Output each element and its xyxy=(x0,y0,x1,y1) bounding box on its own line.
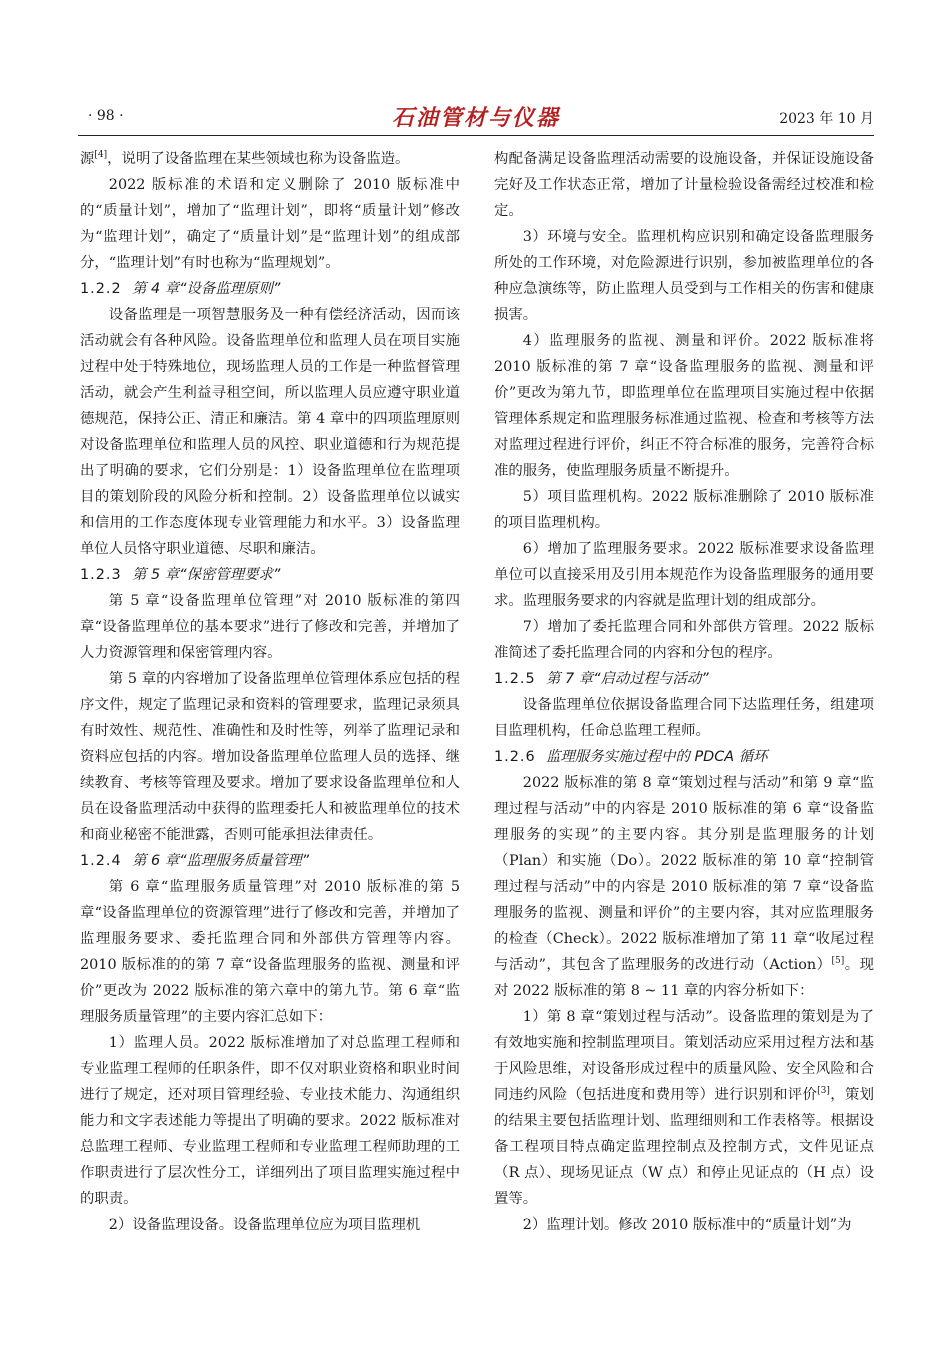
paragraph: 5）项目监理机构。2022 版标准删除了 2010 版标准的项目监理机构。 xyxy=(494,489,874,531)
paragraph: 设备监理是一项智慧服务及一种有偿经济活动，因而该活动就会有各种风险。设备监理单位和监理人员在项目实施过程中处于特殊地位，现场监理人员的工作是一种监督管理活动，就会产生利益寻租空间，所以监理人员应遵守职业道德规范，保持公正、清正和廉洁。第 4 章中的四项监理原则对设备监理单位和监理人员的风控、职业道德和行为规范提出了明确的要求，它们分别是：1）设备监理单位在监理项目的策划阶段的风险分析和控制。2）设备监理单位以诚实和信用的工作态度体现专业管理能力和水平。3）设备监理单位人员恪守职业道德、尽职和廉洁。 xyxy=(80,307,460,557)
paragraph: 第 5 章“设备监理单位管理”对 2010 版标准的第四章“设备监理单位的基本要求”进行了修改和完善，并增加了人力资源管理和保密管理内容。 xyxy=(80,593,460,661)
paragraph: 7）增加了委托监理合同和外部供方管理。2022 版标准简述了委托监理合同的内容和分包的程序。 xyxy=(494,619,874,661)
issue-date: 2023 年 10 月 xyxy=(779,111,874,127)
journal-logo: 石油管材与仪器 xyxy=(391,105,560,131)
paragraph: 2022 版标准的第 8 章“策划过程与活动”和第 9 章“监理过程与活动”中的内容是 2010 版标准的第 6 章“设备监理服务的实现”的主要内容。其分别是监理服务的计划（Plan）和实施（Do）。2022 版标准的第 10 章“控制管理过程与活动”中的内容是 2010 版标准的第 7 章“设备监理服务的监视、测量和评价”的主要内容，其对应监理服务的检查（Check）。2022 版标准增加了第 11 章“收尾过程与活动”，其包含了监理服务的改进行动（Action）[5]。现对 2022 版标准的第 8 ~ 11 章的内容分析如下： xyxy=(494,775,874,999)
paragraph: 构配备满足设备监理活动需要的设施设备，并保证设施设备完好及工作状态正常，增加了计量检验设备需经过校准和检定。 xyxy=(494,151,874,219)
paragraph: 4）监理服务的监视、测量和评价。2022 版标准将 2010 版标准的第 7 章“设备监理服务的监视、测量和评价”更改为第九节，即监理单位在监理项目实施过程中依据管理体系规定和监理服务标准通过监视、检查和考核等方法对监理过程进行评价，纠正不符合标准的服务，完善符合标准的服务，使监理服务质量不断提升。 xyxy=(494,333,874,479)
paragraph: 第 5 章的内容增加了设备监理单位管理体系应包括的程序文件，规定了监理记录和资料的管理要求，监理记录须具有时效性、规范性、准确性和及时性等，列举了监理记录和资料应包括的内容。增加设备监理单位监理人员的选择、继续教育、考核等管理及要求。增加了要求设备监理单位和人员在设备监理活动中获得的监理委托人和被监理单位的技术和商业秘密不能泄露，否则可能承担法律责任。 xyxy=(80,671,460,843)
paragraph: 源[4]，说明了设备监理在某些领域也称为设备监造。 xyxy=(80,150,410,167)
paragraph: 2022 版标准的术语和定义删除了 2010 版标准中的“质量计划”，增加了“监理计划”，即将“质量计划”修改为“监理计划”，确定了“质量计划”是“监理计划”的组成部分，“监理计划”有时也称为“监理规划”。 xyxy=(80,177,460,271)
section-heading-1-2-3: 1.2.3 第 5 章“保密管理要求” xyxy=(80,567,281,583)
section-heading-1-2-5: 1.2.5 第 7 章“启动过程与活动” xyxy=(494,671,709,687)
section-heading-1-2-2: 1.2.2 第 4 章“设备监理原则” xyxy=(80,281,281,297)
paragraph: 第 6 章“监理服务质量管理”对 2010 版标准的第 5 章“设备监理单位的资源管理”进行了修改和完善，并增加了监理服务要求、委托监理合同和外部供方管理等内容。2010 版标准的的第 7 章“设备监理服务的监视、测量和评价”更改为 2022 版标准的第六章中的第九节。第 6 章“监理服务质量管理”的主要内容汇总如下： xyxy=(80,879,460,1025)
page-header xyxy=(78,100,874,134)
paragraph: 1）监理人员。2022 版标准增加了对总监理工程师和专业监理工程师的任职条件，即不仅对职业资格和职业时间进行了规定，还对项目管理经验、专业技术能力、沟通组织能力和文字表述能力等提出了明确的要求。2022 版标准对总监理工程师、专业监理工程师和专业监理工程师助理的工作职责进行了层次性分工，详细列出了项目监理实施过程中的职责。 xyxy=(80,1035,460,1207)
paragraph: 1）第 8 章“策划过程与活动”。设备监理的策划是为了有效地实施和控制监理项目。策划活动应采用过程方法和基于风险思维，对设备形成过程中的质量风险、安全风险和合同违约风险（包括进度和费用等）进行识别和评价[3]，策划的结果主要包括监理计划、监理细则和工作表格等。根据设备工程项目特点确定监理控制点及控制方式，文件见证点（R 点）、现场见证点（W 点）和停止见证点的（H 点）设置等。 xyxy=(494,1009,874,1207)
citation: [4] xyxy=(94,150,108,160)
paragraph: 设备监理单位依据设备监理合同下达监理任务，组建项目监理机构，任命总监理工程师。 xyxy=(494,697,874,739)
right-column xyxy=(494,146,874,1238)
paragraph: 2）设备监理设备。设备监理单位应为项目监理机 xyxy=(108,1217,421,1233)
paragraph: 2）监理计划。修改 2010 版标准中的“质量计划”为 xyxy=(522,1217,852,1233)
paragraph: 3）环境与安全。监理机构应识别和确定设备监理服务所处的工作环境，对危险源进行识别，参加被监理单位的各种应急演练等，防止监理人员受到与工作相关的伤害和健康损害。 xyxy=(494,229,874,323)
section-heading-1-2-6: 1.2.6 监理服务实施过程中的 PDCA 循环 xyxy=(494,749,768,765)
citation: [5] xyxy=(831,956,845,966)
page-number: · 98 · xyxy=(88,108,124,124)
header-divider xyxy=(78,135,874,136)
left-column xyxy=(80,146,460,1238)
paragraph: 6）增加了监理服务要求。2022 版标准要求设备监理单位可以直接采用及引用本规范作为设备监理服务的通用要求。监理服务要求的内容就是监理计划的组成部分。 xyxy=(494,541,874,609)
citation: [3] xyxy=(817,1086,830,1096)
section-heading-1-2-4: 1.2.4 第 6 章“监理服务质量管理” xyxy=(80,853,310,869)
